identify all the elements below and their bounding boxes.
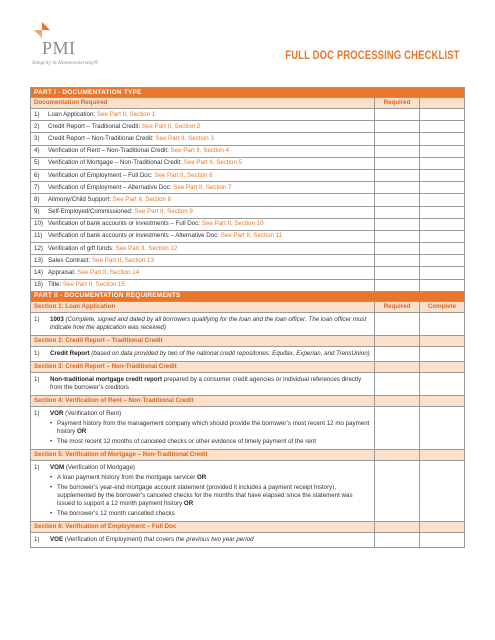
part1-items — [31, 109, 465, 292]
section-1-item — [31, 312, 375, 335]
required-checkbox[interactable] — [375, 279, 420, 291]
section-1-heading: Section 1: Loan Application — [31, 301, 375, 312]
section-6-heading: Section 6: Verification of Employment – Full Doc — [31, 521, 375, 532]
section-2-item — [31, 346, 375, 361]
section-heading-row — [31, 449, 465, 460]
bullet-or: OR — [196, 473, 207, 481]
item-reference-link[interactable]: See Part II, Section 9 — [134, 208, 193, 216]
table-row — [31, 109, 465, 121]
empty-cell — [420, 230, 465, 242]
empty-cell — [420, 157, 465, 169]
required-checkbox[interactable] — [375, 460, 420, 521]
item-text: prepared by a consumer credit agencies or individual references directly from the borrower’s creditors — [50, 375, 362, 391]
required-checkbox[interactable] — [375, 372, 420, 395]
logo-tagline: Integrity in Homeownership® — [32, 60, 99, 66]
required-checkbox[interactable] — [375, 230, 420, 242]
pmi-mark-icon — [32, 20, 52, 40]
empty-cell — [420, 133, 465, 145]
checklist-item — [31, 267, 375, 279]
checklist-item — [31, 194, 375, 206]
item-reference-link[interactable]: See Part II, Section 2 — [141, 122, 201, 130]
table-row — [31, 206, 465, 218]
empty-cell — [420, 145, 465, 157]
required-checkbox[interactable] — [375, 312, 420, 335]
pmi-logo — [32, 20, 122, 72]
bullet-icon: • — [50, 473, 53, 481]
item-bold: VOE — [50, 535, 64, 543]
item-label: Sales Contract: — [48, 256, 93, 264]
section-3-heading: Section 3: Credit Report – Non-Traditional Credit — [31, 361, 375, 372]
required-checkbox[interactable] — [375, 255, 420, 267]
item-reference-link[interactable]: See Part II, Section 1 — [96, 110, 156, 118]
item-reference-link[interactable]: See Part II, Section 4 — [170, 147, 230, 155]
section-4-heading: Section 4: Verification of Rent – Non-Traditional Credit — [31, 395, 375, 406]
section-heading-row — [31, 521, 465, 532]
item-italic: (Complete, signed and dated by all borrowers qualifying for the loan and the loan officer. The loan officer must indicate how the application was received) — [50, 315, 367, 331]
col-required-2: Required — [375, 301, 420, 312]
required-checkbox[interactable] — [375, 243, 420, 255]
checklist-item — [31, 145, 375, 157]
item-number: 8) — [34, 195, 40, 203]
checklist-item — [31, 206, 375, 218]
section-heading-row — [31, 395, 465, 406]
item-reference-link[interactable]: See Part II, Section 14 — [77, 269, 140, 277]
table-row — [31, 532, 465, 547]
table-row — [31, 194, 465, 206]
item-bold: 1003 — [50, 315, 64, 323]
item-bold: VOM — [50, 463, 65, 471]
checklist-item — [31, 182, 375, 194]
empty-cell — [420, 255, 465, 267]
checklist-table — [30, 87, 465, 548]
col-required: Required — [375, 98, 420, 109]
table-row — [31, 255, 465, 267]
table-row — [31, 346, 465, 361]
item-number: 1) — [34, 349, 40, 357]
page-title: FULL DOC PROCESSING CHECKLIST — [285, 50, 460, 62]
item-text: (Verification of Rent) — [63, 409, 122, 417]
required-checkbox[interactable] — [375, 157, 420, 169]
col-documentation-required: Documentation Required — [31, 98, 375, 109]
bullet-text: The most recent 12 months of canceled checks or other evidence of timely payment of the rent — [57, 437, 316, 445]
item-reference-link[interactable]: See Part II, Section 11 — [220, 232, 283, 240]
empty-cell — [420, 169, 465, 181]
item-label: Appraisal: — [48, 269, 78, 277]
item-number: 1) — [34, 375, 40, 383]
part2-header-row — [31, 291, 465, 301]
table-row — [31, 218, 465, 230]
bullet-icon: • — [50, 437, 53, 445]
item-number: 10) — [34, 220, 43, 228]
checklist-item — [31, 279, 375, 291]
item-number: 12) — [34, 244, 43, 252]
table-row — [31, 460, 465, 521]
section-6-item — [31, 532, 375, 547]
item-label: Loan Application: — [48, 110, 97, 118]
item-italic: (based on data provided by two of the national credit repositories: Equifax, Experian, and TransUnion) — [89, 349, 370, 357]
item-label: Verification of Mortgage – Non-Traditional Credit: — [48, 159, 184, 167]
item-number: 2) — [34, 122, 40, 130]
required-checkbox[interactable] — [375, 218, 420, 230]
item-italic: that covers the previous two year period — [143, 535, 254, 543]
logo-name: PMI — [42, 38, 76, 58]
checklist-item — [31, 157, 375, 169]
checklist-item — [31, 109, 375, 121]
checklist-item — [31, 169, 375, 181]
required-checkbox[interactable] — [375, 532, 420, 547]
bullet-icon: • — [50, 419, 53, 427]
item-number: 5) — [34, 159, 40, 167]
part1-column-header-row — [31, 98, 465, 109]
item-number: 1) — [34, 315, 40, 323]
empty-cell — [420, 109, 465, 121]
item-reference-link[interactable]: See Part II, Section 8 — [112, 195, 172, 203]
section-5-item — [31, 460, 375, 521]
empty-cell — [420, 194, 465, 206]
empty-cell — [420, 218, 465, 230]
item-text: (Verification of Employment) — [63, 535, 144, 543]
item-reference-link[interactable]: See Part II, Section 3 — [155, 134, 214, 142]
item-bold: Credit Report — [50, 349, 90, 357]
item-label: Verification of Employment – Alternative Doc: — [48, 183, 174, 191]
required-checkbox[interactable] — [375, 267, 420, 279]
complete-checkbox[interactable] — [420, 532, 465, 547]
item-number: 1) — [34, 409, 40, 417]
col-empty — [420, 98, 465, 109]
checklist-item — [31, 255, 375, 267]
item-text: (Verification of Mortgage) — [64, 463, 135, 471]
empty-cell — [420, 206, 465, 218]
checklist-item — [31, 121, 375, 133]
table-row — [31, 133, 465, 145]
checklist-item — [31, 243, 375, 255]
section-4-item — [31, 406, 375, 449]
table-row — [31, 279, 465, 291]
item-reference-link[interactable]: See Part II, Section 13 — [92, 256, 154, 264]
required-checkbox[interactable] — [375, 346, 420, 361]
item-reference-link[interactable]: See Part II, Section 12 — [115, 244, 178, 252]
complete-checkbox[interactable] — [420, 372, 465, 395]
item-number: 1) — [34, 535, 40, 543]
item-number: 15) — [34, 281, 43, 289]
bullet-text: A loan payment history from the mortgage servicer — [57, 473, 197, 481]
item-label: Credit Report – Non-Traditional Credit: — [48, 134, 156, 142]
required-checkbox[interactable] — [375, 194, 420, 206]
section-heading-row — [31, 335, 465, 346]
table-row — [31, 372, 465, 395]
section-2-heading: Section 2: Credit Report – Traditional Credit — [31, 335, 375, 346]
bullet-or: OR — [183, 499, 194, 507]
item-number: 1) — [34, 463, 40, 471]
complete-checkbox[interactable] — [420, 312, 465, 335]
required-checkbox[interactable] — [375, 109, 420, 121]
item-number: 4) — [34, 147, 40, 155]
empty-cell — [420, 121, 465, 133]
part1-header-row — [31, 88, 465, 98]
item-reference-link[interactable]: See Part II, Section 10 — [201, 220, 264, 228]
table-row — [31, 230, 465, 242]
table-row — [31, 145, 465, 157]
table-row — [31, 267, 465, 279]
required-checkbox[interactable] — [375, 206, 420, 218]
item-label: Verification of bank accounts or investments – Alternative Doc: — [48, 232, 221, 240]
bullet-or: OR — [76, 427, 87, 435]
bullet-text: Payment history from the management company which should provide the borrower’s most recent 12 mo payment history — [57, 419, 370, 435]
item-label: Verification of bank accounts or investments – Full Doc: — [48, 220, 202, 228]
required-checkbox[interactable] — [375, 121, 420, 133]
item-reference-link[interactable]: See Part II, Section 6 — [154, 171, 213, 179]
part1-header: PART I - DOCUMENTATION TYPE — [31, 88, 465, 98]
item-reference-link[interactable]: See Part II, Section 5 — [183, 159, 243, 167]
required-checkbox[interactable] — [375, 169, 420, 181]
item-label: Verification of Employment – Full Doc: — [48, 171, 155, 179]
col-complete: Complete — [420, 301, 465, 312]
bullet-icon: • — [50, 509, 53, 517]
section-heading-row — [31, 361, 465, 372]
bullet-text: The borrower’s 12 month cancelled checks — [57, 509, 175, 517]
section-5-heading: Section 5: Verification of Mortgage – Non-Traditional Credit — [31, 449, 375, 460]
required-checkbox[interactable] — [375, 182, 420, 194]
required-checkbox[interactable] — [375, 145, 420, 157]
bullet-icon: • — [50, 483, 53, 491]
table-row — [31, 169, 465, 181]
item-bold: VOR — [50, 409, 64, 417]
table-row — [31, 406, 465, 449]
item-label: Title: — [48, 281, 63, 289]
section-3-item — [31, 372, 375, 395]
empty-cell — [420, 267, 465, 279]
item-number: 6) — [34, 171, 40, 179]
item-label: Credit Report – Traditional Credit: — [48, 122, 142, 130]
item-number: 13) — [34, 256, 43, 264]
table-row — [31, 243, 465, 255]
part2-header: PART II - DOCUMENTATION REQUIREMENTS — [31, 291, 465, 301]
item-label: Verification of Rent – Non-Traditional Credit: — [48, 147, 171, 155]
item-number: 14) — [34, 269, 43, 277]
required-checkbox[interactable] — [375, 406, 420, 449]
item-number: 9) — [34, 208, 40, 216]
item-label: Self-Employed/Commissioned: — [48, 208, 135, 216]
section-heading-row — [31, 301, 465, 312]
item-number: 11) — [34, 232, 43, 240]
table-row — [31, 182, 465, 194]
complete-checkbox[interactable] — [420, 406, 465, 449]
empty-cell — [420, 279, 465, 291]
table-row — [31, 312, 465, 335]
complete-checkbox[interactable] — [420, 460, 465, 521]
item-bold: Non-traditional mortgage credit report — [50, 375, 163, 383]
required-checkbox[interactable] — [375, 133, 420, 145]
checklist-item — [31, 230, 375, 242]
item-number: 7) — [34, 183, 40, 191]
item-reference-link[interactable]: See Part II, Section 15 — [62, 281, 125, 289]
item-label: Alimony/Child Support: — [48, 195, 113, 203]
item-reference-link[interactable]: See Part II, Section 7 — [173, 183, 232, 191]
bullet-text: The borrower’s year-end mortgage account statement (provided it includes a payment receipt history), supplemented by the borrower’s canceled checks for the months that have elapsed since the statement was issued to support a 12 month payment history — [57, 483, 353, 507]
item-number: 3) — [34, 134, 40, 142]
item-label: Verification of gift funds: — [48, 244, 116, 252]
checklist-item — [31, 133, 375, 145]
empty-cell — [420, 182, 465, 194]
table-row — [31, 157, 465, 169]
complete-checkbox[interactable] — [420, 346, 465, 361]
table-row — [31, 121, 465, 133]
item-number: 1) — [34, 110, 40, 118]
empty-cell — [420, 243, 465, 255]
checklist-item — [31, 218, 375, 230]
